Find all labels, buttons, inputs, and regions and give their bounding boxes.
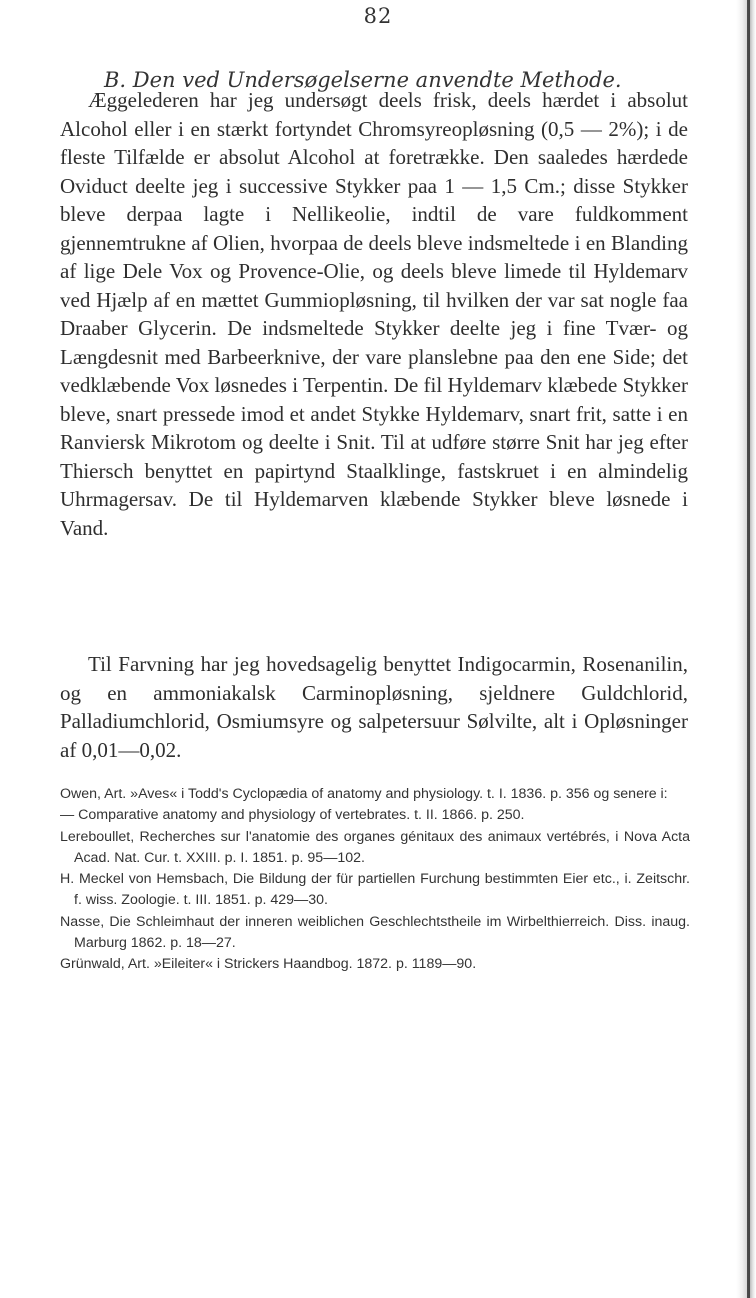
references-list [60,784,690,976]
page-number: 82 [363,4,393,28]
body-paragraph: Til Farvning har jeg hovedsagelig benyttet Indigocarmin, Rosenanilin, og en ammoniakalsk Carminopløsning, sjeldnere Guldchlorid, Palladiumchlorid, Osmiumsyre og salpetersuur Sølvilte, alt i Opløsninger af 0,01—0,02. [60,652,688,762]
reference-entry: Owen, Art. »Aves« i Todd's Cyclopædia of anatomy and physiology. t. I. 1836. p. 356 og senere i: [60,786,668,802]
reference-entry: Lereboullet, Recherches sur l'anatomie des organes génitaux des animaux vertébrés, i Nova Acta Acad. Nat. Cur. t. XXIII. p. I. 1851. p. 95—102. [60,828,690,866]
reference-entry: H. Meckel von Hemsbach, Die Bildung der für partiellen Furchung bestimmten Eier etc., i. Zeitschr. f. wiss. Zoologie. t. III. 1851. p. 429—30. [60,871,690,909]
section-heading: B. Den ved Undersøgelserne anvendte Methode. [104,68,622,92]
page-binding-edge [736,0,756,1298]
body-paragraph: Æggelederen har jeg undersøgt deels frisk, deels hærdet i absolut Alcohol eller i en stærkt fortyndet Chromsyreopløsning (0,5 — 2%); i de fleste Tilfælde er absolut Alcohol at foretrække. Den saaledes hærdede Oviduct deelte jeg i successive Stykker paa 1 — 1,5 Cm.; disse Stykker bleve derpaa lagte i Nellikeolie, indtil de vare fuldkomment gjennemtrukne af Olien, hvorpaa de deels bleve indsmeltede i en Blanding af lige Dele Vox og Provence-Olie, og deels bleve limede til Hyldemarv ved Hjælp af en mættet Gummiopløsning, til hvilken der var sat nogle faa Draaber Glycerin. De indsmeltede Stykker deelte jeg i fine Tvær- og Længdesnit med Barbeerknive, der vare planslebne paa den ene Side; det vedklæbende Vox løsnedes i Terpentin. De fil Hyldemarv klæbede Stykker bleve, snart pressede imod et andet Stykke Hyldemarv, snart frit, satte i en Ranviersk Mikrotom og deelte i Snit. Til at udføre større Snit har jeg efter Thiersch benyttet en papirtynd Staalklinge, fastskruet i en almindelig Uhrmagersav. De til Hyldemarven klæbende Stykker bleve løsnede i Vand. [60,88,688,540]
reference-entry: Nasse, Die Schleimhaut der inneren weiblichen Geschlechtstheile im Wirbelthierreich. Diss. inaug. Marburg 1862. p. 18—27. [60,913,690,952]
reference-entry: Grünwald, Art. »Eileiter« i Strickers Haandbog. 1872. p. 1189—90. [60,956,477,973]
reference-entry: — Comparative anatomy and physiology of vertebrates. t. II. 1866. p. 250. [60,807,525,824]
page-binding-line [747,0,750,1298]
